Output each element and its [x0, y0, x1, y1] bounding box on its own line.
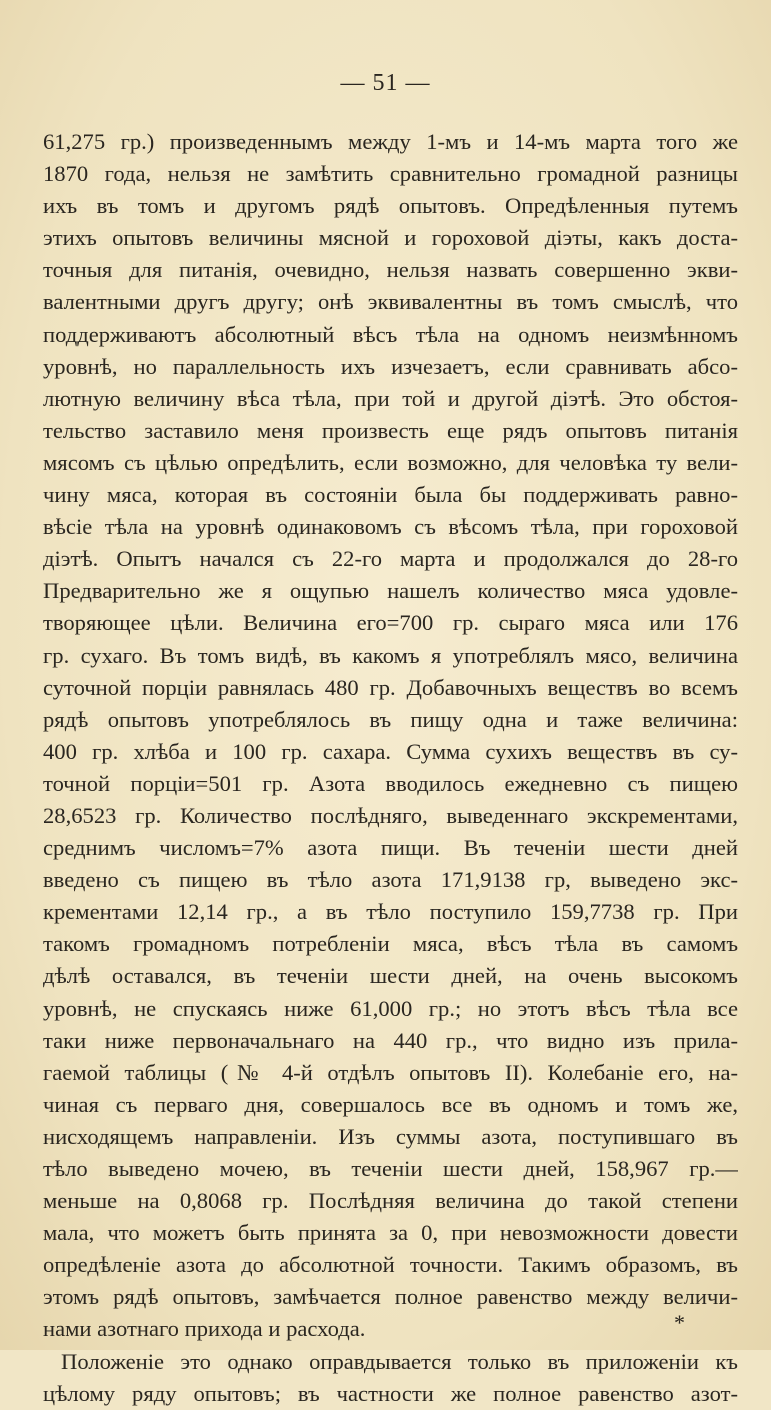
text-line-25: крементами 12,14 гр., а въ тѣло поступило 159,7738 гр. При	[43, 899, 738, 925]
text-line-37: этомъ рядѣ опытовъ, замѣчается полное равенство между величи-	[43, 1284, 738, 1310]
text-line-2: 1870 года, нельзя не замѣтить сравнительно громадной разницы	[43, 161, 738, 187]
text-line-23: среднимъ числомъ=7% азота пищи. Въ теченіи шести дней	[43, 835, 738, 861]
text-line-9: лютную величину вѣса тѣла, при той и другой діэтѣ. Это обстоя-	[43, 385, 738, 411]
text-line-11: мясомъ съ цѣлью опредѣлить, если возможно, для человѣка ту вели-	[43, 449, 738, 475]
text-line-27: дѣлѣ оставался, въ теченіи шести дней, на очень высокомъ	[43, 963, 738, 989]
text-line-40: цѣлому ряду опытовъ; въ частности же полное равенство азот-	[43, 1380, 738, 1406]
text-line-1: 61,275 гр.) произведеннымъ между 1-мъ и 14-мъ марта того же	[43, 129, 738, 154]
text-line-20: 400 гр. хлѣба и 100 гр. сахара. Сумма сухихъ веществъ въ су-	[43, 738, 738, 764]
text-line-7: поддерживаютъ абсолютный вѣсъ тѣла на одномъ неизмѣнномъ	[43, 321, 738, 347]
text-line-5: точныя для питанія, очевидно, нельзя назвать совершенно экви-	[43, 257, 738, 283]
text-line-34: меньше на 0,8068 гр. Послѣдняя величина до такой степени	[43, 1188, 738, 1214]
text-line-19: рядѣ опытовъ употреблялось въ пищу одна и таже величина:	[43, 706, 738, 732]
text-line-8: уровнѣ, но параллельность ихъ изчезаетъ, если сравнивать абсо-	[43, 353, 738, 379]
text-line-6: валентными другъ другу; онѣ эквивалентны въ томъ смыслѣ, что	[43, 289, 738, 315]
text-line-29: таки ниже первоначальнаго на 440 гр., что видно изъ прила-	[43, 1027, 738, 1053]
text-line-24: введено съ пищею въ тѣло азота 171,9138 гр, выведено экс-	[43, 867, 738, 893]
text-line-32: нисходящемъ направленіи. Изъ суммы азота, поступившаго въ	[43, 1123, 738, 1149]
text-line-3: ихъ въ томъ и другомъ рядѣ опытовъ. Опредѣленныя путемъ	[43, 193, 738, 219]
text-line-18: суточной порціи равнялась 480 гр. Добавочныхъ веществъ во всемъ	[43, 674, 738, 700]
text-line-28: уровнѣ, не спускаясь ниже 61,000 гр.; но этотъ вѣсъ тѣла все	[43, 995, 738, 1021]
text-line-31: чиная съ перваго дня, совершалось все въ одномъ и томъ же,	[43, 1091, 738, 1117]
text-line-22: 28,6523 гр. Количество послѣдняго, выведеннаго экскрементами,	[43, 802, 738, 828]
text-line-36: опредѣленіе азота до абсолютной точности. Такимъ образомъ, въ	[43, 1252, 738, 1278]
text-line-10: тельство заставило меня произвесть еще рядъ опытовъ питанія	[43, 417, 738, 443]
text-line-13: вѣсіе тѣла на уровнѣ одинаковомъ съ вѣсомъ тѣла, при гороховой	[43, 514, 738, 540]
text-line-39: Положеніе это однако оправдывается только въ приложеніи къ	[61, 1348, 738, 1374]
body-text	[43, 126, 738, 1410]
text-line-30: гаемой таблицы (№ 4-й отдѣлъ опытовъ II). Колебаніе его, на-	[43, 1059, 738, 1085]
text-line-38: нами азотнаго прихода и расхода.	[43, 1316, 366, 1342]
text-line-33: тѣло выведено мочею, въ теченіи шести дней, 158,967 гр.—	[43, 1156, 738, 1181]
text-line-4: этихъ опытовъ величины мясной и гороховой діэты, какъ доста-	[43, 225, 738, 251]
signature-mark: *	[674, 1310, 685, 1335]
text-line-12: чину мяса, которая въ состояніи была бы поддерживать равно-	[43, 482, 738, 508]
text-line-15: Предварительно же я ощупью нашелъ количество мяса удовле-	[43, 578, 738, 604]
text-line-21: точной порціи=501 гр. Азота вводилось ежедневно съ пищею	[43, 770, 738, 796]
text-line-16: творяющее цѣли. Величина его=700 гр. сыраго мяса или 176	[43, 610, 738, 636]
text-line-17: гр. сухаго. Въ томъ видѣ, въ какомъ я употреблялъ мясо, величина	[43, 642, 738, 668]
text-line-26: такомъ громадномъ потребленіи мяса, вѣсъ тѣла въ самомъ	[43, 931, 738, 957]
text-line-35: мала, что можетъ быть принята за 0, при невозможности довести	[43, 1220, 738, 1246]
page-number: — 51 —	[340, 70, 431, 96]
text-line-14: діэтѣ. Опытъ начался съ 22-го марта и продолжался до 28-го	[43, 546, 738, 572]
